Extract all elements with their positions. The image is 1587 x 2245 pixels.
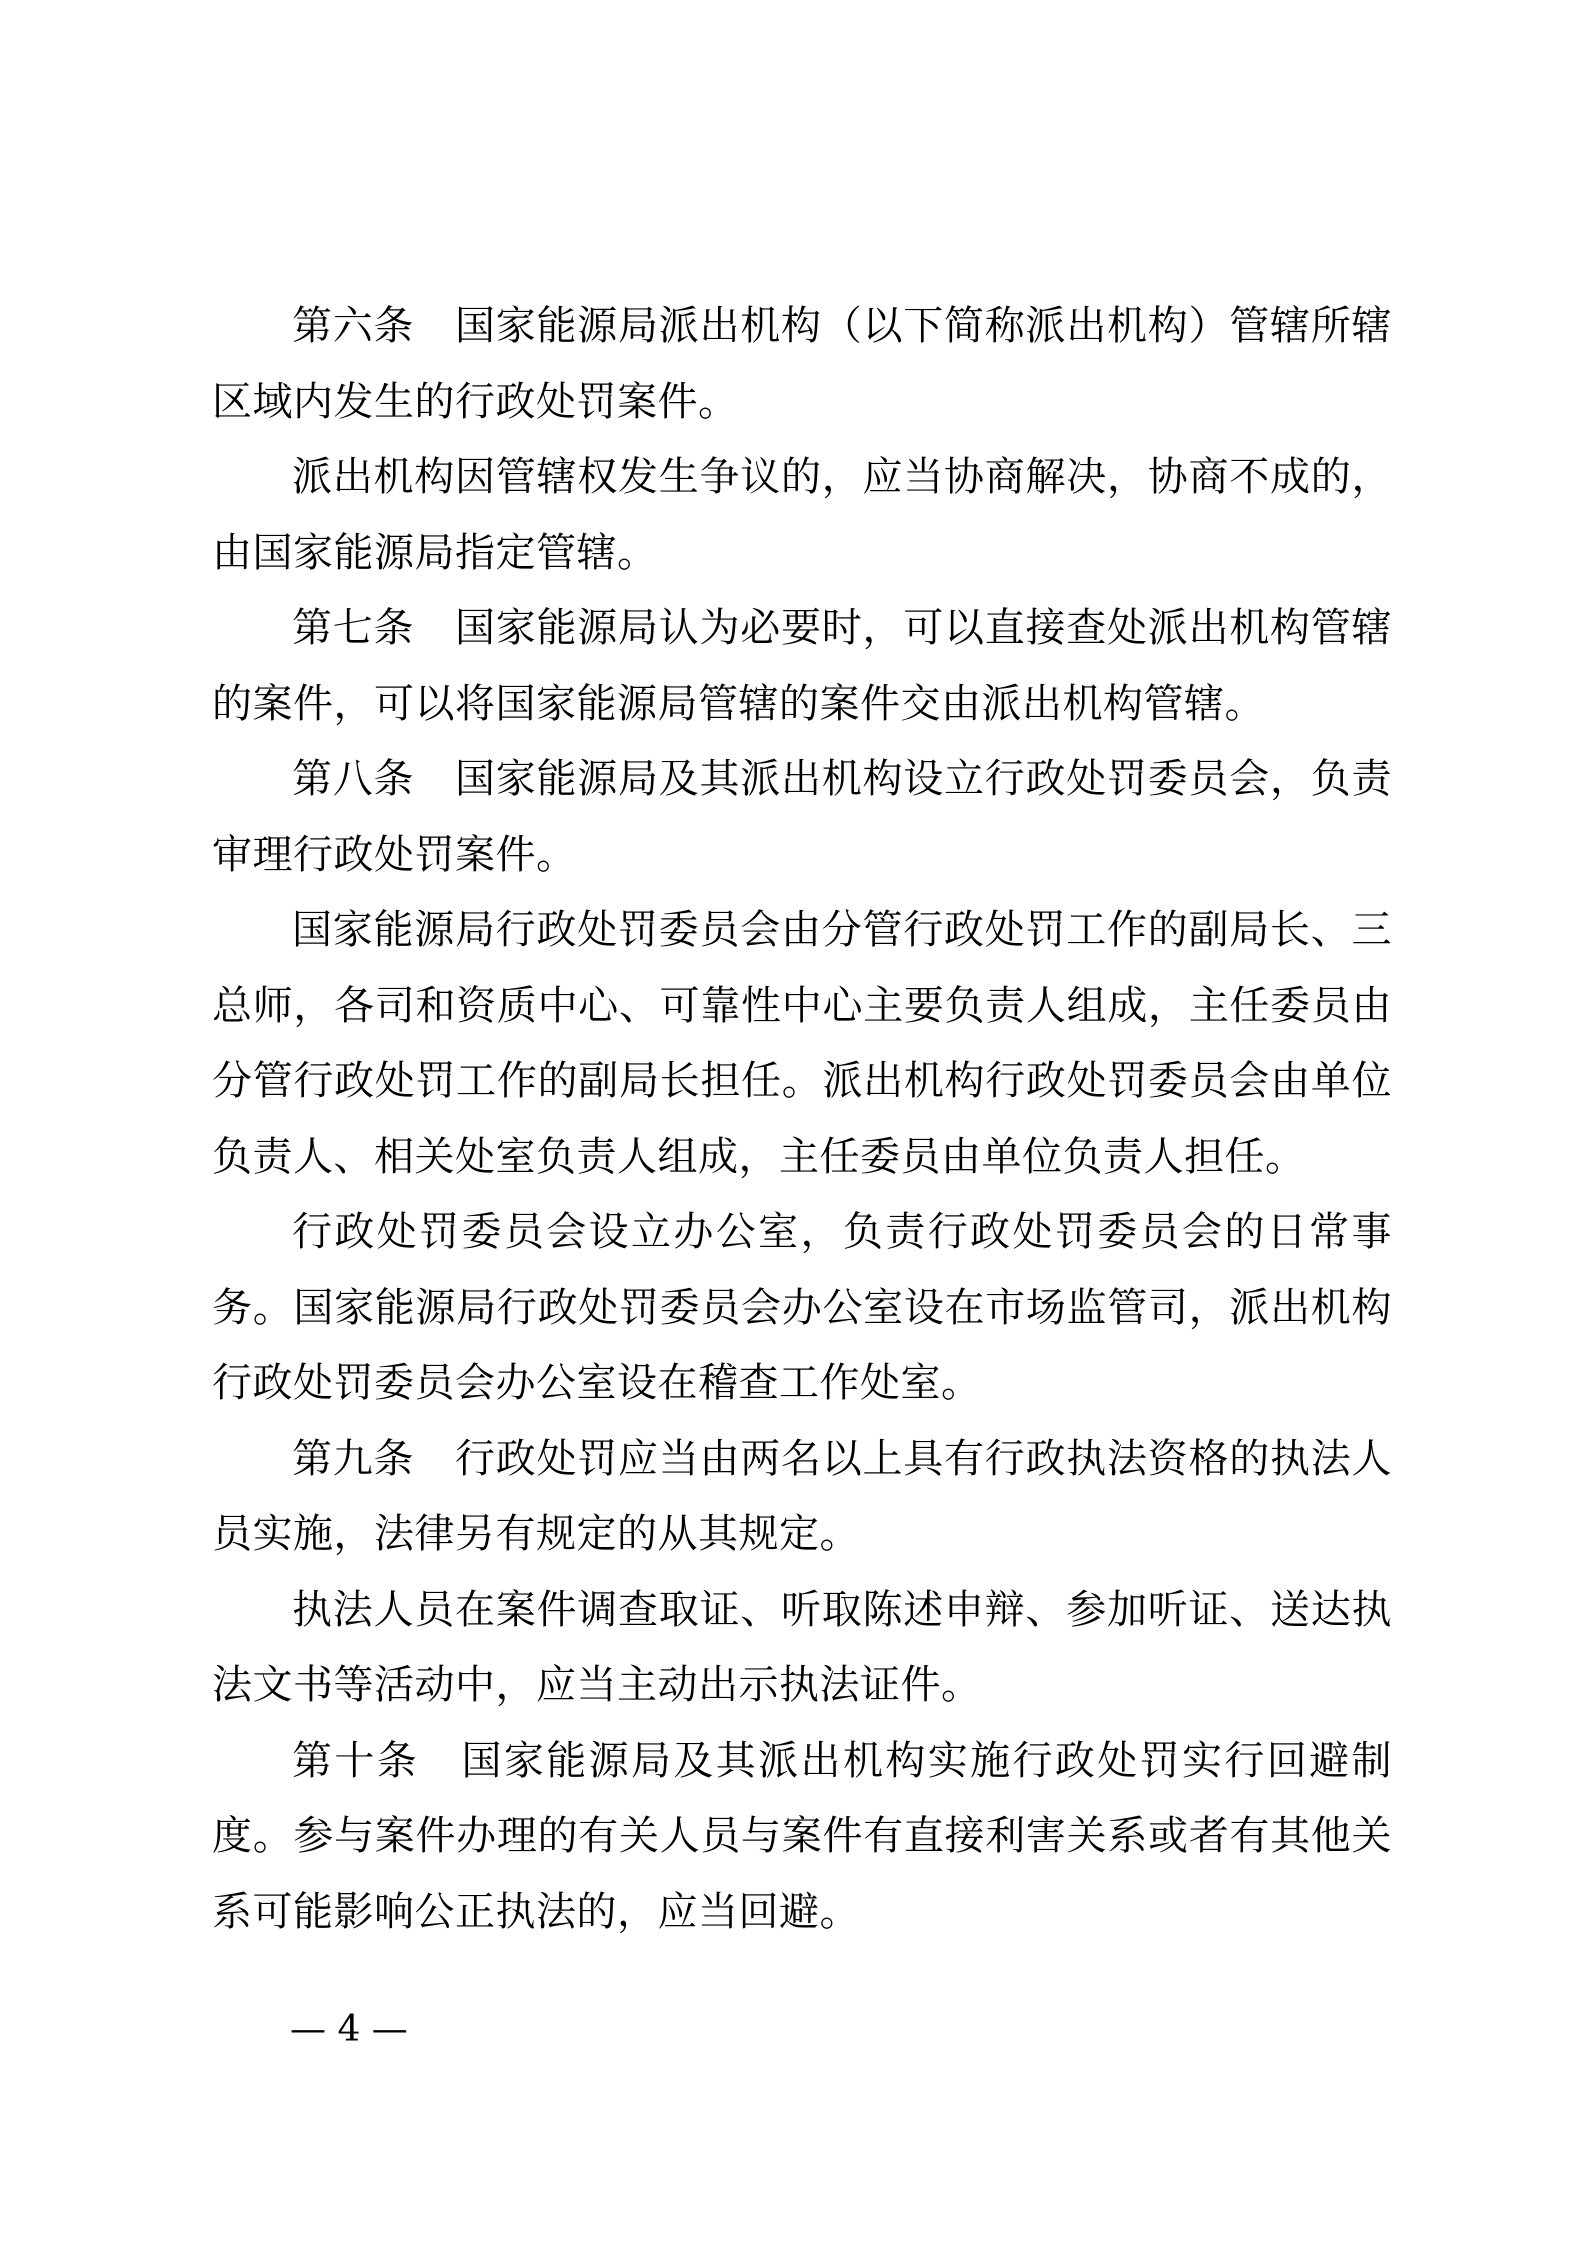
article-10-paragraph: 第十条 国家能源局及其派出机构实施行政处罚实行回避制度。参与案件办理的有关人员与案件有直接利害关系或者有其他关系可能影响公正执法的，应当回避。 (212, 1737, 1392, 1935)
article-6-jurisdiction-dispute-paragraph: 派出机构因管辖权发生争议的，应当协商解决，协商不成的，由国家能源局指定管辖。 (212, 454, 1392, 576)
article-9-paragraph: 第九条 行政处罚应当由两名以上具有行政执法资格的执法人员实施，法律另有规定的从其规定。 (212, 1435, 1392, 1557)
article-7-paragraph: 第七条 国家能源局认为必要时，可以直接查处派出机构管辖的案件，可以将国家能源局管辖的案件交由派出机构管辖。 (212, 605, 1392, 727)
committee-office-paragraph: 行政处罚委员会设立办公室，负责行政处罚委员会的日常事务。国家能源局行政处罚委员会办公室设在市场监管司，派出机构行政处罚委员会办公室设在稽查工作处室。 (212, 1209, 1392, 1406)
article-8-paragraph: 第八条 国家能源局及其派出机构设立行政处罚委员会，负责审理行政处罚案件。 (212, 756, 1392, 878)
page-number: — 4 — (290, 2009, 408, 2050)
committee-composition-paragraph: 国家能源局行政处罚委员会由分管行政处罚工作的副局长、三总师，各司和资质中心、可靠性中心主要负责人组成，主任委员由分管行政处罚工作的副局长担任。派出机构行政处罚委员会由单位负责人、相关处室负责人组成，主任委员由单位负责人担任。 (212, 907, 1392, 1180)
document-body (212, 289, 1392, 1950)
enforcement-credentials-paragraph: 执法人员在案件调查取证、听取陈述申辩、参加听证、送达执法文书等活动中，应当主动出示执法证件。 (212, 1586, 1392, 1708)
article-6-paragraph: 第六条 国家能源局派出机构（以下简称派出机构）管辖所辖区域内发生的行政处罚案件。 (212, 303, 1392, 425)
